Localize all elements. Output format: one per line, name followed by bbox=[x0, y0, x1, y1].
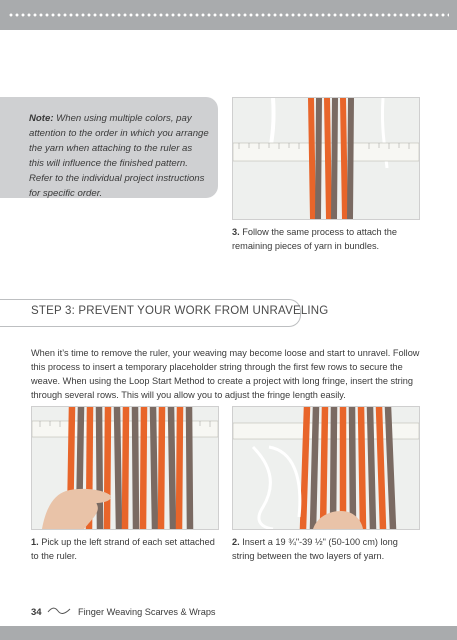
book-title: Finger Weaving Scarves & Wraps bbox=[78, 607, 216, 617]
caption-step-3 bbox=[232, 225, 422, 253]
caption-step-3-number: 3. bbox=[232, 227, 240, 237]
yarn-bundles-image bbox=[233, 98, 419, 219]
photo-step-3 bbox=[232, 97, 420, 220]
note-body: When using multiple colors, pay attention to the order in which you arrange the yarn when attaching to the ruler as this will influence the finished pattern. Refer to the individual project instructions for specific order. bbox=[29, 113, 209, 199]
yarn-strands-image bbox=[32, 407, 218, 529]
caption-step-1-text: Pick up the left strand of each set attached to the ruler. bbox=[31, 537, 215, 561]
squiggle-icon bbox=[47, 606, 71, 616]
top-decorative-bar bbox=[0, 0, 457, 30]
section-body: When it’s time to remove the ruler, your weaving may become loose and start to unravel. Follow this process to insert a temporary placeholder string through the first few rows to secure the weave. When using the Loop Start Method to create a project with long fringe, insert the string through several rows. This will you allow you to adjust the fringe length easily. bbox=[31, 348, 420, 400]
bottom-decorative-bar bbox=[0, 626, 457, 640]
placeholder-string-image bbox=[233, 407, 419, 529]
section-title: STEP 3: PREVENT YOUR WORK FROM UNRAVELING bbox=[31, 305, 329, 317]
caption-step-2-number: 2. bbox=[232, 537, 240, 547]
caption-step-1 bbox=[31, 535, 217, 563]
caption-step-3-text: Follow the same process to attach the remaining pieces of yarn in bundles. bbox=[232, 227, 397, 251]
dotted-border bbox=[8, 13, 449, 17]
caption-step-2 bbox=[232, 535, 422, 563]
photo-step-2 bbox=[232, 406, 420, 530]
page-number: 34 bbox=[31, 607, 42, 618]
caption-step-2-text: Insert a 19 ¾"-39 ½" (50-100 cm) long string between the two layers of yarn. bbox=[232, 537, 398, 561]
photo-step-1 bbox=[31, 406, 219, 530]
note-label: Note: bbox=[29, 113, 54, 124]
caption-step-1-number: 1. bbox=[31, 537, 39, 547]
note-text bbox=[29, 111, 209, 201]
